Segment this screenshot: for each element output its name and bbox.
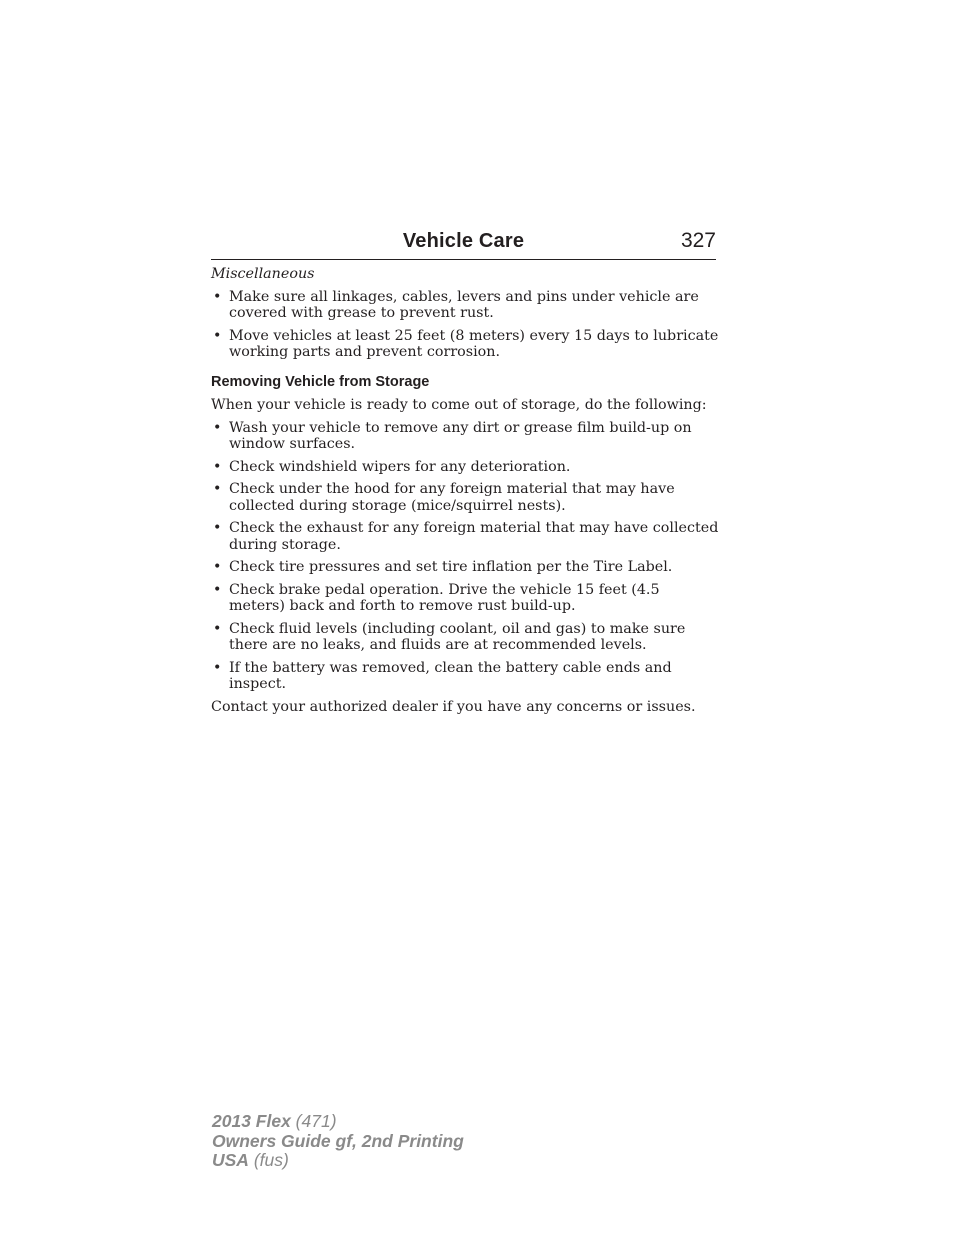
page-content: [211, 266, 719, 721]
removing-closing: Contact your authorized dealer if you have any concerns or issues.: [211, 698, 696, 715]
removing-heading: Removing Vehicle from Storage: [211, 373, 430, 390]
list-item: [211, 621, 719, 654]
list-item-text: Check brake pedal operation. Drive the vehicle 15 feet (4.5 meters) back and forth to remove rust build-up.: [229, 581, 660, 614]
removing-list: [211, 420, 719, 693]
list-item-text: Make sure all linkages, cables, levers and pins under vehicle are covered with grease to prevent rust.: [229, 288, 699, 321]
list-item-text: Check the exhaust for any foreign material that may have collected during storage.: [229, 520, 719, 553]
misc-list: [211, 289, 719, 361]
misc-label: Miscellaneous: [211, 266, 315, 282]
list-item-text: Wash your vehicle to remove any dirt or grease film build-up on window surfaces.: [229, 419, 692, 452]
removing-intro: When your vehicle is ready to come out of storage, do the following:: [211, 397, 707, 413]
footer-guide: Owners Guide gf, 2nd Printing: [212, 1130, 464, 1151]
list-item: [211, 328, 719, 361]
page-footer: [212, 1112, 464, 1171]
list-item: [211, 289, 719, 322]
list-item: [211, 481, 719, 514]
footer-model: 2013 Flex: [212, 1111, 291, 1131]
bullet-glyph: •: [213, 327, 222, 344]
footer-line-1: [212, 1112, 464, 1132]
bullet-glyph: •: [213, 559, 222, 575]
bullet-glyph: •: [213, 419, 222, 436]
bullet-glyph: •: [213, 581, 222, 598]
footer-line-2: [212, 1132, 464, 1152]
list-item-text: Check under the hood for any foreign material that may have collected during storage (mice/squirrel nests).: [229, 481, 675, 514]
bullet-glyph: •: [213, 288, 222, 305]
footer-region-code: (fus): [248, 1150, 289, 1170]
list-item-text: Check windshield wipers for any deterioration.: [229, 458, 571, 475]
list-item-text: Move vehicles at least 25 feet (8 meters) every 15 days to lubricate working parts and prevent corrosion.: [229, 327, 719, 360]
page-header: [211, 228, 716, 260]
bullet-glyph: •: [213, 659, 222, 676]
page-number: 327: [680, 229, 716, 252]
list-item: [211, 559, 719, 576]
footer-line-3: [212, 1151, 464, 1171]
list-item: [211, 420, 719, 453]
list-item: [211, 520, 719, 553]
bullet-glyph: •: [213, 520, 222, 536]
list-item: [211, 660, 719, 693]
bullet-glyph: •: [213, 458, 222, 475]
list-item-text: If the battery was removed, clean the battery cable ends and inspect.: [229, 659, 672, 692]
bullet-glyph: •: [213, 620, 222, 637]
bullet-glyph: •: [213, 481, 222, 497]
section-title: Vehicle Care: [402, 230, 525, 252]
list-item-text: Check fluid levels (including coolant, oil and gas) to make sure there are no leaks, and fluids are at recommended levels.: [229, 620, 686, 653]
list-item: [211, 582, 719, 615]
list-item-text: Check tire pressures and set tire inflation per the Tire Label.: [229, 559, 673, 575]
list-item: [211, 459, 719, 476]
footer-region: USA: [212, 1150, 249, 1170]
footer-model-code: (471): [290, 1111, 337, 1131]
